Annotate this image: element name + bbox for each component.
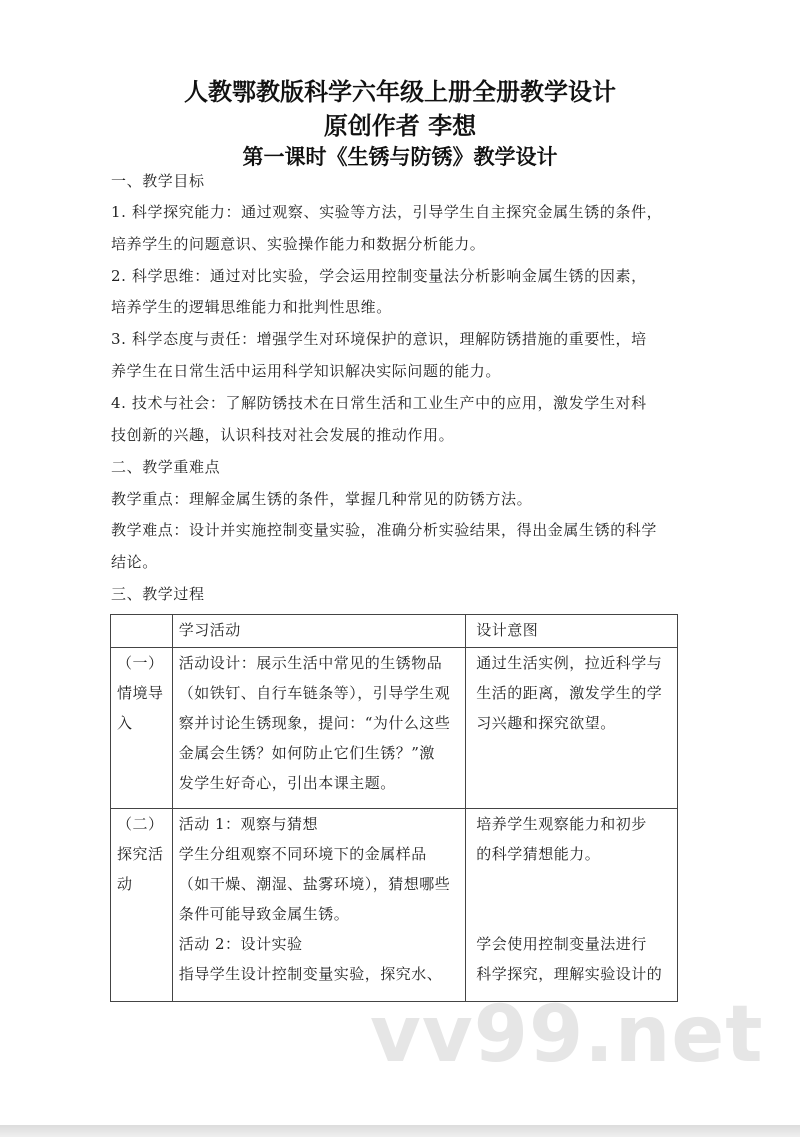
author-line: 原创作者 李想 <box>323 112 477 140</box>
goal-1-line-2: 培养学生的问题意识、实验操作能力和数据分析能力。 <box>111 235 486 253</box>
teaching-focus: 教学重点：理解金属生锈的条件，掌握几种常见的防锈方法。 <box>111 490 533 508</box>
section-heading-keypoints: 二、教学重难点 <box>111 458 221 476</box>
lesson-title: 第一课时《生锈与防锈》教学设计 <box>242 145 558 169</box>
teaching-difficulty-line-1: 教学难点：设计并实施控制变量实验，准确分析实验结果，得出金属生锈的科学 <box>111 521 658 539</box>
goal-4-line-1: 4. 技术与社会：了解防锈技术在日常生活和工业生产中的应用，激发学生对科 <box>111 394 647 412</box>
section-heading-goals: 一、教学目标 <box>111 172 205 190</box>
activity-cell: 活动设计：展示生活中常见的生锈物品 （如铁钉、自行车链条等），引导学生观 察并讨论生锈现象，提问：“为什么这些 金属会生锈？如何防止它们生锈？”激 发学生好奇心，引出本课主题。 <box>172 648 466 809</box>
page-bottom-edge <box>0 1125 800 1137</box>
goal-4-line-2: 技创新的兴趣，认识科技对社会发展的推动作用。 <box>111 426 455 444</box>
activity-cell: 活动 1：观察与猜想 学生分组观察不同环境下的金属样品 （如干燥、潮湿、盐雾环境），猜想哪些 条件可能导致金属生锈。 活动 2：设计实验 指导学生设计控制变量实验，探究水、 <box>172 809 466 1002</box>
table-header-cell <box>111 615 173 648</box>
intent-cell: 培养学生观察能力和初步 的科学猜想能力。 学会使用控制变量法进行 科学探究，理解实验设计的 <box>466 809 678 1002</box>
goal-2-line-2: 培养学生的逻辑思维能力和批判性思维。 <box>111 298 392 316</box>
document-title: 人教鄂教版科学六年级上册全册教学设计 <box>184 78 616 106</box>
table-header-row <box>111 615 678 648</box>
goal-3-line-1: 3. 科学态度与责任：增强学生对环境保护的意识，理解防锈措施的重要性，培 <box>111 330 647 348</box>
stage-cell: （二） 探究活 动 <box>111 809 173 1002</box>
teaching-process-table <box>110 614 678 1002</box>
table-row <box>111 648 678 809</box>
watermark: vv99.net <box>370 990 764 1080</box>
table-header-cell: 设计意图 <box>466 615 678 648</box>
goal-2-line-1: 2. 科学思维：通过对比实验，学会运用控制变量法分析影响金属生锈的因素， <box>111 267 647 285</box>
goal-1-line-1: 1. 科学探究能力：通过观察、实验等方法，引导学生自主探究金属生锈的条件， <box>111 203 663 221</box>
table-header-cell: 学习活动 <box>172 615 466 648</box>
teaching-difficulty-line-2: 结论。 <box>111 553 158 571</box>
stage-cell: （一） 情境导 入 <box>111 648 173 809</box>
goal-3-line-2: 养学生在日常生活中运用科学知识解决实际问题的能力。 <box>111 362 502 380</box>
table-row <box>111 809 678 1002</box>
section-heading-process: 三、教学过程 <box>111 585 205 603</box>
intent-cell: 通过生活实例，拉近科学与 生活的距离，激发学生的学 习兴趣和探究欲望。 <box>466 648 678 809</box>
